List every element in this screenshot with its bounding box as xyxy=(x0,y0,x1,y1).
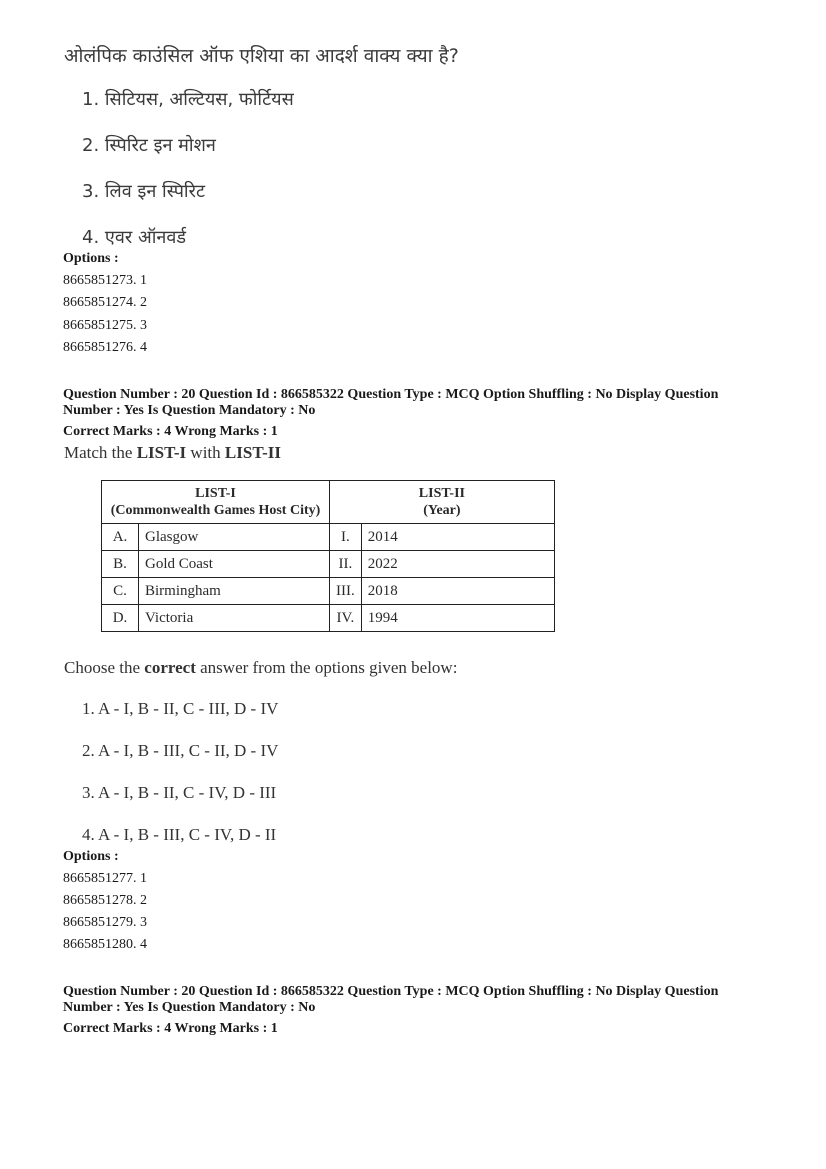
option-id: 8665851274. 2 xyxy=(63,295,147,310)
question-meta xyxy=(63,984,763,1016)
list-2-header-title: LIST-II xyxy=(418,486,465,501)
list-2-header-subtitle: (Year) xyxy=(423,503,461,518)
answer-choice-4: 4. A - I, B - III, C - IV, D - II xyxy=(82,825,277,844)
row-letter: C. xyxy=(102,578,139,605)
question-meta-line-1: Question Number : 20 Question Id : 866585322 Question Type : MCQ Option Shuffling : No Display Question xyxy=(63,387,719,402)
answer-choice-2: 2. A - I, B - III, C - II, D - IV xyxy=(82,741,279,760)
table-row xyxy=(102,605,555,632)
choose-instruction xyxy=(64,658,457,678)
option-id: 8665851275. 3 xyxy=(63,318,147,333)
options-label: Options : xyxy=(63,251,119,266)
match-prefix: Match the xyxy=(64,443,137,462)
option-id: 8665851277. 1 xyxy=(63,871,147,886)
row-letter: D. xyxy=(102,605,139,632)
option-id: 8665851278. 2 xyxy=(63,893,147,908)
question-choice-1: 1. सिटियस, अल्टियस, फोर्टियस xyxy=(82,89,294,110)
table-header-row xyxy=(102,481,555,524)
table-row xyxy=(102,551,555,578)
marks-info: Correct Marks : 4 Wrong Marks : 1 xyxy=(63,1021,278,1036)
question-text: ओलंपिक काउंसिल ऑफ एशिया का आदर्श वाक्य क्या है? xyxy=(64,45,459,67)
match-table xyxy=(101,480,555,632)
row-roman: IV. xyxy=(330,605,362,632)
row-roman: II. xyxy=(330,551,362,578)
question-meta xyxy=(63,387,763,419)
year: 2014 xyxy=(361,524,554,551)
table-row xyxy=(102,524,555,551)
options-label: Options : xyxy=(63,849,119,864)
list-1-label: LIST-I xyxy=(136,443,187,462)
question-choice-2: 2. स्पिरिट इन मोशन xyxy=(82,135,216,156)
marks-info: Correct Marks : 4 Wrong Marks : 1 xyxy=(63,424,278,439)
table-row xyxy=(102,578,555,605)
row-letter: A. xyxy=(102,524,139,551)
host-city: Glasgow xyxy=(139,524,330,551)
option-id: 8665851276. 4 xyxy=(63,340,147,355)
option-id: 8665851273. 1 xyxy=(63,273,147,288)
row-roman: III. xyxy=(330,578,362,605)
answer-choice-3: 3. A - I, B - II, C - IV, D - III xyxy=(82,783,277,802)
year: 2018 xyxy=(361,578,554,605)
question-meta-line-2: Number : Yes Is Question Mandatory : No xyxy=(63,1000,316,1015)
question-choice-3: 3. लिव इन स्पिरिट xyxy=(82,181,206,202)
option-id: 8665851279. 3 xyxy=(63,915,147,930)
year: 1994 xyxy=(361,605,554,632)
question-meta-line-1: Question Number : 20 Question Id : 866585322 Question Type : MCQ Option Shuffling : No Display Question xyxy=(63,984,719,999)
choose-prefix: Choose the xyxy=(64,658,145,677)
host-city: Gold Coast xyxy=(139,551,330,578)
question-choice-4: 4. एवर ऑनवर्ड xyxy=(82,227,186,248)
list-2-header xyxy=(330,481,555,524)
question-meta-line-2: Number : Yes Is Question Mandatory : No xyxy=(63,403,316,418)
match-with: with xyxy=(186,443,225,462)
option-id: 8665851280. 4 xyxy=(63,937,147,952)
match-instruction xyxy=(64,443,281,463)
year: 2022 xyxy=(361,551,554,578)
answer-choice-1: 1. A - I, B - II, C - III, D - IV xyxy=(82,699,279,718)
list-1-header-subtitle: (Commonwealth Games Host City) xyxy=(110,503,321,518)
choose-suffix: answer from the options given below: xyxy=(195,658,458,677)
row-letter: B. xyxy=(102,551,139,578)
list-1-header-title: LIST-I xyxy=(195,486,236,501)
choose-bold: correct xyxy=(144,658,196,677)
list-2-label: LIST-II xyxy=(224,443,281,462)
host-city: Birmingham xyxy=(139,578,330,605)
host-city: Victoria xyxy=(139,605,330,632)
row-roman: I. xyxy=(330,524,362,551)
list-1-header xyxy=(102,481,330,524)
